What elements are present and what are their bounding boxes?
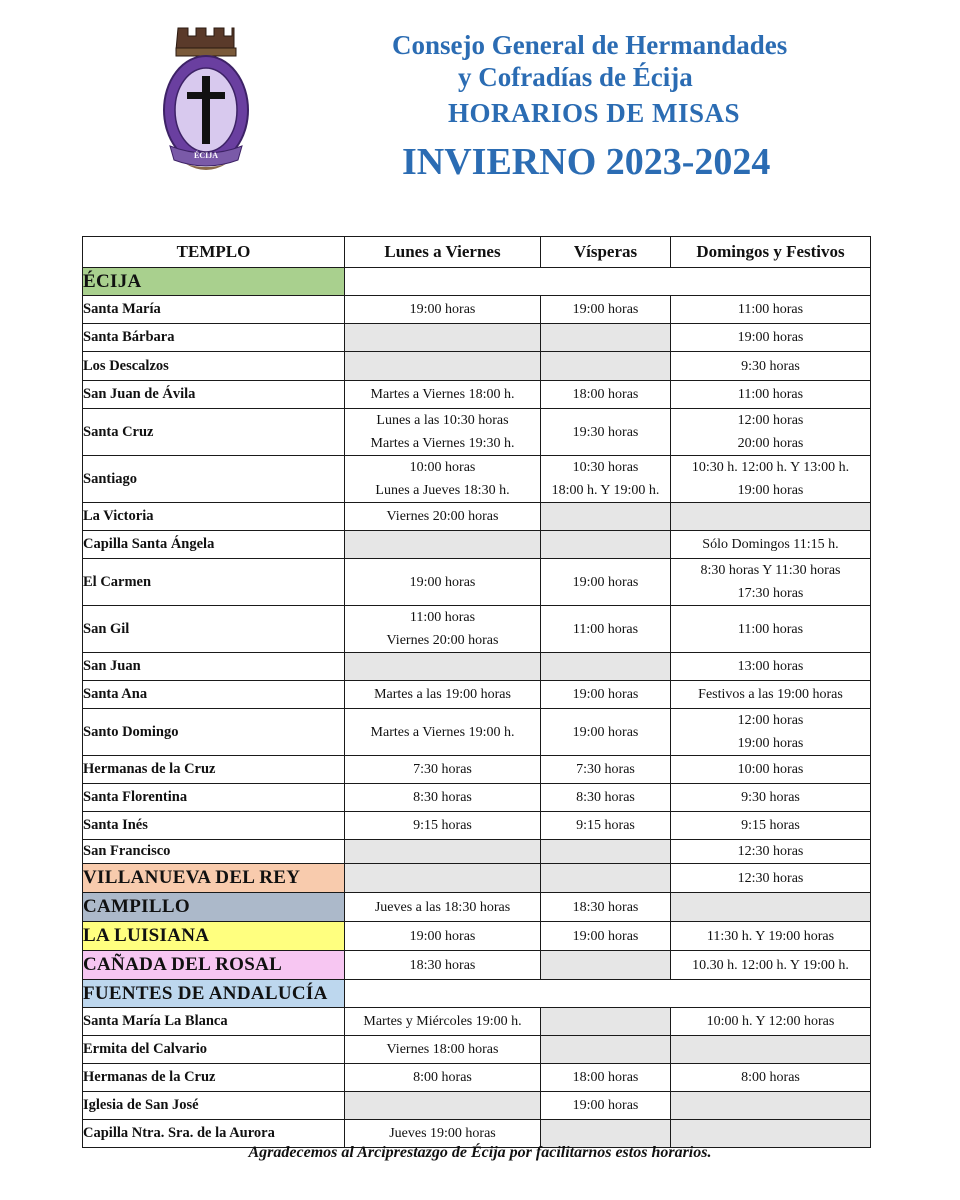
header-line-consejo: Consejo General de Hermandades — [392, 30, 788, 60]
schedule-time-text: 19:00 horas — [737, 483, 804, 498]
schedule-time-text: 19:00 horas — [572, 928, 639, 944]
section-row — [83, 268, 871, 296]
schedule-time-text: 19:00 horas — [572, 1098, 639, 1113]
cell-domingos-festivos — [671, 812, 871, 840]
cell-domingos-festivos — [671, 784, 871, 812]
schedule-time-text: 19:00 horas — [409, 928, 476, 944]
schedule-time-text: Festivos a las 19:00 horas — [698, 687, 843, 702]
templo-name: San Juan — [83, 653, 345, 681]
cell-visperas — [541, 864, 671, 893]
schedule-time-text: Jueves 19:00 horas — [389, 1126, 496, 1141]
templo-name: Santo Domingo — [83, 709, 345, 756]
section-blank-cell — [345, 268, 871, 296]
cell-lunes-viernes — [345, 1092, 541, 1120]
cell-lunes-viernes — [345, 864, 541, 893]
schedule-time-text: 12:00 horas — [737, 413, 804, 428]
templo-name: Capilla Santa Ángela — [83, 531, 345, 559]
templo-name: San Francisco — [83, 840, 345, 864]
templo-name: Santa Florentina — [83, 784, 345, 812]
cell-lunes-viernes — [345, 812, 541, 840]
templo-name: El Carmen — [83, 559, 345, 606]
table-row — [83, 503, 871, 531]
cell-lunes-viernes — [345, 840, 541, 864]
cell-domingos-festivos — [671, 324, 871, 352]
table-row — [83, 756, 871, 784]
cell-lunes-viernes — [345, 681, 541, 709]
table-row — [83, 409, 871, 456]
cell-domingos-festivos — [671, 709, 871, 756]
schedule-time-text: Viernes 18:00 horas — [386, 1042, 499, 1057]
page-title: INVIERNO 2023-2024 — [402, 141, 771, 183]
header-line-cofradias: y Cofradías de Écija — [458, 62, 693, 92]
schedule-time-text: 11:00 horas — [737, 621, 804, 637]
table-row — [83, 324, 871, 352]
section-blank-cell — [345, 980, 871, 1008]
cell-visperas — [541, 606, 671, 653]
cell-visperas — [541, 951, 671, 980]
cell-domingos-festivos — [671, 606, 871, 653]
schedule-time-text: 8:30 horas Y 11:30 horas — [700, 563, 841, 578]
table-row — [83, 559, 871, 606]
templo-name: Santiago — [83, 456, 345, 503]
cell-visperas — [541, 503, 671, 531]
templo-name: Santa María La Blanca — [83, 1008, 345, 1036]
cell-lunes-viernes — [345, 296, 541, 324]
schedule-time-text: Lunes a las 10:30 horas — [376, 413, 509, 428]
table-row — [83, 352, 871, 381]
table-row — [83, 1092, 871, 1120]
schedule-time-text: 18:00 h. Y 19:00 h. — [551, 483, 660, 498]
consejo-emblem-logo — [160, 18, 252, 176]
cell-lunes-viernes — [345, 381, 541, 409]
templo-name: Santa María — [83, 296, 345, 324]
cell-lunes-viernes — [345, 1064, 541, 1092]
column-header-lunes-viernes: Lunes a Viernes — [345, 237, 541, 268]
templo-name: Los Descalzos — [83, 352, 345, 381]
schedule-time-text: 17:30 horas — [737, 586, 804, 601]
schedule-time-text: 19:30 horas — [572, 424, 639, 440]
cell-lunes-viernes — [345, 606, 541, 653]
schedule-time-text: Martes a las 19:00 horas — [374, 687, 511, 702]
schedule-time-text: 9:30 horas — [741, 358, 800, 374]
section-label: VILLANUEVA DEL REY — [83, 864, 345, 893]
cell-lunes-viernes — [345, 1036, 541, 1064]
section-label: CAÑADA DEL ROSAL — [83, 951, 345, 980]
templo-name: Santa Ana — [83, 681, 345, 709]
cell-domingos-festivos — [671, 864, 871, 893]
table-row — [83, 296, 871, 324]
templo-name: Hermanas de la Cruz — [83, 756, 345, 784]
schedule-time-text: 10:00 h. Y 12:00 horas — [706, 1014, 835, 1029]
cell-domingos-festivos — [671, 756, 871, 784]
cell-visperas — [541, 681, 671, 709]
cell-visperas — [541, 456, 671, 503]
schedule-time-text: Martes a Viernes 18:00 h. — [370, 387, 515, 402]
cell-lunes-viernes — [345, 456, 541, 503]
schedule-time-text: 12:30 horas — [737, 870, 804, 886]
emblem-banner-text: ÉCIJA — [193, 151, 219, 160]
cell-visperas — [541, 756, 671, 784]
schedule-time-text: Viernes 20:00 horas — [386, 633, 499, 648]
cell-visperas — [541, 1092, 671, 1120]
section-row — [83, 922, 871, 951]
schedule-time-text: 8:30 horas — [576, 790, 635, 805]
schedule-time-text: 9:15 horas — [413, 818, 472, 833]
schedule-time-text: 19:00 horas — [572, 724, 639, 740]
schedule-time-text: Martes y Miércoles 19:00 h. — [363, 1014, 522, 1029]
cell-domingos-festivos — [671, 1036, 871, 1064]
schedule-time-text: 13:00 horas — [737, 659, 804, 674]
templo-name: Santa Bárbara — [83, 324, 345, 352]
cell-visperas — [541, 840, 671, 864]
column-header-domingos-festivos: Domingos y Festivos — [671, 237, 871, 268]
cell-domingos-festivos — [671, 922, 871, 951]
cell-visperas — [541, 381, 671, 409]
schedule-time-text: 11:00 horas — [737, 302, 804, 317]
templo-name: San Gil — [83, 606, 345, 653]
cell-lunes-viernes — [345, 756, 541, 784]
templo-name: Santa Inés — [83, 812, 345, 840]
schedule-time-text: 10:00 horas — [409, 460, 476, 475]
schedule-time-text: Martes a Viernes 19:00 h. — [370, 724, 515, 740]
section-label: FUENTES DE ANDALUCÍA — [83, 980, 345, 1008]
section-row — [83, 980, 871, 1008]
section-row — [83, 951, 871, 980]
cell-domingos-festivos — [671, 681, 871, 709]
cell-domingos-festivos — [671, 893, 871, 922]
cell-lunes-viernes — [345, 709, 541, 756]
schedule-time-text: 18:00 horas — [572, 387, 639, 402]
table-row — [83, 812, 871, 840]
cell-domingos-festivos — [671, 296, 871, 324]
cell-lunes-viernes — [345, 893, 541, 922]
section-row — [83, 864, 871, 893]
schedule-time-text: 7:30 horas — [413, 762, 472, 777]
schedule-time-text: Sólo Domingos 11:15 h. — [702, 537, 839, 552]
cell-visperas — [541, 324, 671, 352]
schedule-time-text: 19:00 horas — [737, 736, 804, 751]
schedule-time-text: 18:30 horas — [409, 957, 476, 973]
schedule-time-text: 19:00 horas — [572, 574, 639, 590]
schedule-time-text: 10.30 h. 12:00 h. Y 19:00 h. — [692, 957, 849, 973]
schedule-time-text: 10:00 horas — [737, 762, 804, 777]
cell-visperas — [541, 531, 671, 559]
cell-lunes-viernes — [345, 503, 541, 531]
table-row — [83, 531, 871, 559]
cell-domingos-festivos — [671, 840, 871, 864]
cell-visperas — [541, 922, 671, 951]
cell-domingos-festivos — [671, 352, 871, 381]
schedule-time-text: 11:00 horas — [409, 610, 476, 625]
cell-visperas — [541, 1008, 671, 1036]
schedule-time-text: 9:30 horas — [741, 790, 800, 805]
templo-name: Santa Cruz — [83, 409, 345, 456]
cell-lunes-viernes — [345, 1008, 541, 1036]
table-row — [83, 1064, 871, 1092]
schedule-time-text: 12:30 horas — [737, 844, 804, 859]
section-label: LA LUISIANA — [83, 922, 345, 951]
cell-visperas — [541, 653, 671, 681]
templo-name: Ermita del Calvario — [83, 1036, 345, 1064]
cell-domingos-festivos — [671, 1008, 871, 1036]
table-row — [83, 381, 871, 409]
cell-visperas — [541, 559, 671, 606]
table-row — [83, 456, 871, 503]
cell-visperas — [541, 296, 671, 324]
templo-name: Capilla Ntra. Sra. de la Aurora — [83, 1120, 345, 1148]
cell-visperas — [541, 409, 671, 456]
schedule-time-text: 18:00 horas — [572, 1070, 639, 1085]
schedule-time-text: 8:00 horas — [741, 1070, 800, 1085]
section-label: ÉCIJA — [83, 268, 345, 296]
schedule-time-text: Lunes a Jueves 18:30 h. — [375, 483, 510, 498]
schedule-time-text: 8:00 horas — [413, 1070, 472, 1085]
section-label: CAMPILLO — [83, 893, 345, 922]
table-row — [83, 709, 871, 756]
cell-domingos-festivos — [671, 409, 871, 456]
schedule-time-text: 8:30 horas — [413, 790, 472, 805]
schedule-time-text: 11:30 h. Y 19:00 horas — [706, 928, 835, 944]
table-row — [83, 784, 871, 812]
table-row — [83, 653, 871, 681]
cell-domingos-festivos — [671, 951, 871, 980]
schedule-time-text: 11:00 horas — [737, 387, 804, 402]
schedule-time-text: 10:30 h. 12:00 h. Y 13:00 h. — [691, 460, 850, 475]
table-row — [83, 681, 871, 709]
cell-lunes-viernes — [345, 531, 541, 559]
cell-domingos-festivos — [671, 381, 871, 409]
schedule-time-text: Jueves a las 18:30 horas — [374, 899, 511, 915]
cell-domingos-festivos — [671, 653, 871, 681]
cell-visperas — [541, 784, 671, 812]
cell-visperas — [541, 893, 671, 922]
schedule-time-text: 12:00 horas — [737, 713, 804, 728]
table-header-row — [83, 237, 871, 268]
table-row — [83, 840, 871, 864]
schedule-time-text: 20:00 horas — [737, 436, 804, 451]
schedule-time-text: 19:00 horas — [737, 330, 804, 345]
cell-visperas — [541, 1064, 671, 1092]
schedule-time-text: 7:30 horas — [576, 762, 635, 777]
schedule-time-text: 19:00 horas — [572, 302, 639, 317]
cell-lunes-viernes — [345, 559, 541, 606]
cell-domingos-festivos — [671, 1064, 871, 1092]
cell-domingos-festivos — [671, 503, 871, 531]
schedule-time-text: 19:00 horas — [409, 302, 476, 317]
cell-lunes-viernes — [345, 324, 541, 352]
table-row — [83, 1036, 871, 1064]
schedule-time-text: 19:00 horas — [409, 574, 476, 590]
mass-schedule-table — [82, 236, 871, 1148]
section-row — [83, 893, 871, 922]
column-header-templo: TEMPLO — [83, 237, 345, 268]
cell-visperas — [541, 812, 671, 840]
schedule-time-text: 9:15 horas — [741, 818, 800, 833]
schedule-time-text: Martes a Viernes 19:30 h. — [370, 436, 515, 451]
templo-name: Iglesia de San José — [83, 1092, 345, 1120]
cell-lunes-viernes — [345, 922, 541, 951]
table-row — [83, 1008, 871, 1036]
cell-domingos-festivos — [671, 1092, 871, 1120]
footer-acknowledgement: Agradecemos al Arciprestazgo de Écija por facilitarnos estos horarios. — [248, 1144, 712, 1161]
cell-lunes-viernes — [345, 352, 541, 381]
schedule-time-text: 11:00 horas — [572, 621, 639, 637]
table-row — [83, 606, 871, 653]
cell-visperas — [541, 1036, 671, 1064]
column-header-visperas: Vísperas — [541, 237, 671, 268]
templo-name: La Victoria — [83, 503, 345, 531]
schedule-time-text: Viernes 20:00 horas — [386, 509, 499, 524]
cell-lunes-viernes — [345, 409, 541, 456]
schedule-time-text: 18:30 horas — [572, 899, 639, 915]
cell-lunes-viernes — [345, 784, 541, 812]
cell-domingos-festivos — [671, 531, 871, 559]
cell-lunes-viernes — [345, 653, 541, 681]
cell-visperas — [541, 352, 671, 381]
header-line-horarios: HORARIOS DE MISAS — [448, 98, 741, 128]
cell-visperas — [541, 709, 671, 756]
schedule-time-text: 19:00 horas — [572, 687, 639, 702]
cell-lunes-viernes — [345, 951, 541, 980]
schedule-time-text: 9:15 horas — [576, 818, 635, 833]
cell-domingos-festivos — [671, 559, 871, 606]
schedule-time-text: 10:30 horas — [572, 460, 639, 475]
cell-domingos-festivos — [671, 456, 871, 503]
templo-name: San Juan de Ávila — [83, 381, 345, 409]
templo-name: Hermanas de la Cruz — [83, 1064, 345, 1092]
